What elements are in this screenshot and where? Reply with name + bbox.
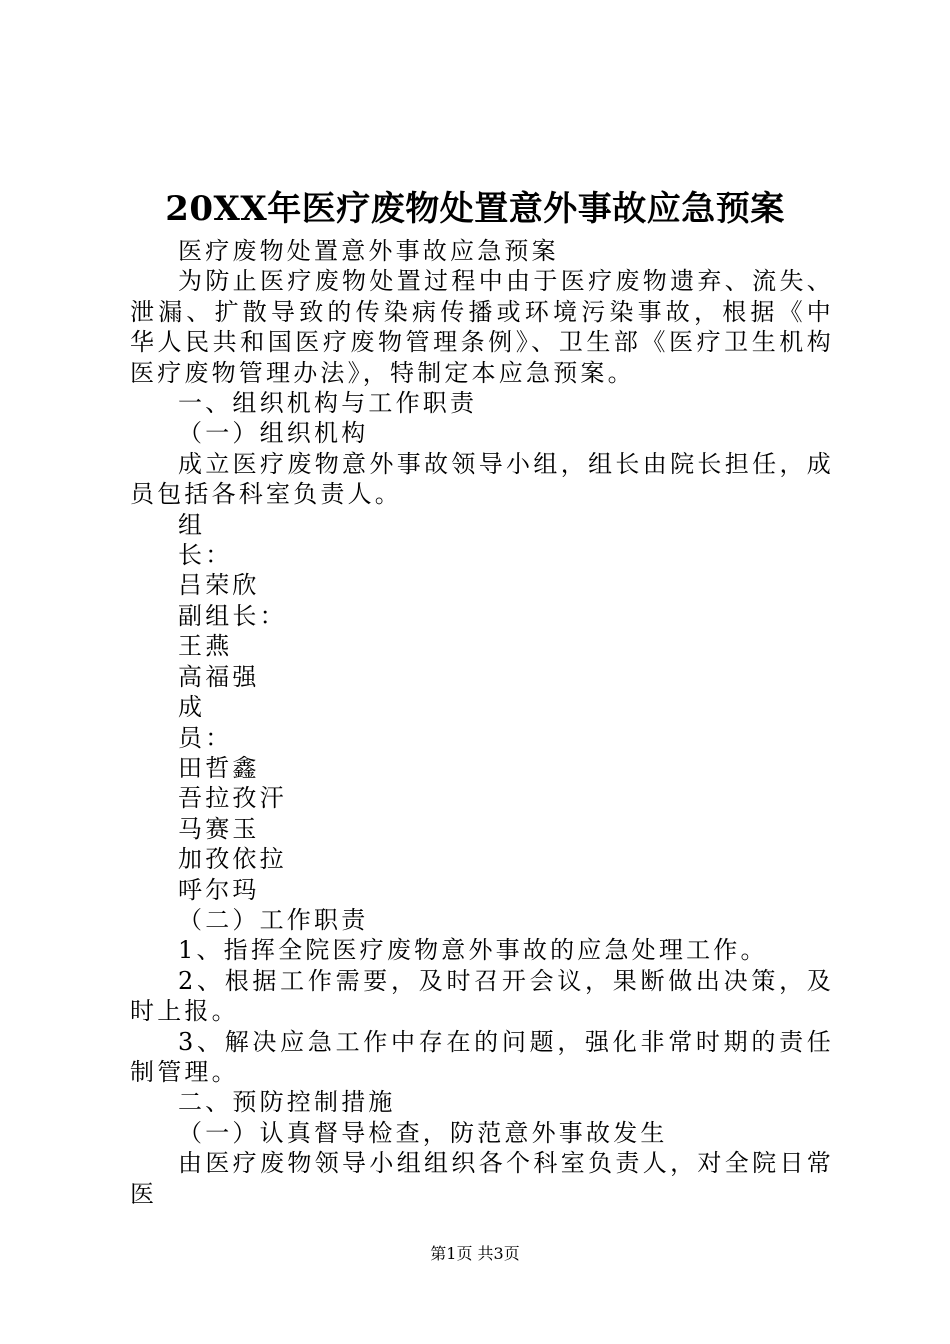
subsection-heading-1-2: （二）工作职责 bbox=[178, 905, 369, 934]
roster-line: 吾拉孜汗 bbox=[178, 784, 287, 813]
subsection-heading-1-1: （一）组织机构 bbox=[178, 419, 369, 448]
paragraph-purpose: 为防止医疗废物处置过程中由于医疗废物遗弃、流失、泄漏、扩散导致的传染病传播或环境污染事故，根据《中华人民共和国医疗废物管理条例》、卫生部《医疗卫生机构医疗废物管理办法》，特制定本应急预案。 bbox=[130, 267, 834, 387]
paragraph-inspection: 由医疗废物领导小组组织各个科室负责人，对全院日常医 bbox=[130, 1149, 834, 1208]
roster-line: 呼尔玛 bbox=[178, 875, 260, 904]
section-heading-1: 一、组织机构与工作职责 bbox=[178, 389, 478, 418]
roster-line: 高福强 bbox=[178, 662, 260, 691]
roster-line: 加孜依拉 bbox=[178, 845, 287, 874]
roster-line: 员： bbox=[178, 723, 233, 752]
duty-item-3: 3、解决应急工作中存在的问题，强化非常时期的责任制管理。 bbox=[130, 1027, 834, 1086]
roster-line: 马赛玉 bbox=[178, 814, 260, 843]
roster-line: 吕荣欣 bbox=[178, 571, 260, 600]
page-footer: 第1页 共3页 bbox=[430, 1244, 520, 1263]
roster-line: 副组长： bbox=[178, 601, 287, 630]
document-title: 20XX年医疗废物处置意外事故应急预案 bbox=[165, 189, 785, 229]
duty-item-1: 1、指挥全院医疗废物意外事故的应急处理工作。 bbox=[178, 936, 768, 965]
subsection-heading-2-1: （一）认真督导检查，防范意外事故发生 bbox=[178, 1118, 668, 1147]
paragraph-team-intro: 成立医疗废物意外事故领导小组，组长由院长担任，成员包括各科室负责人。 bbox=[130, 449, 834, 509]
document-body bbox=[130, 236, 834, 1209]
paragraph-subtitle: 医疗废物处置意外事故应急预案 bbox=[178, 237, 559, 265]
roster-line: 王燕 bbox=[178, 632, 233, 661]
section-heading-2: 二、预防控制措施 bbox=[178, 1088, 396, 1117]
roster-line: 组 bbox=[178, 510, 206, 539]
roster-line: 长： bbox=[178, 541, 233, 570]
duty-item-2: 2、根据工作需要，及时召开会议，果断做出决策，及时上报。 bbox=[130, 966, 834, 1026]
roster-line: 田哲鑫 bbox=[178, 753, 260, 782]
roster-line: 成 bbox=[178, 693, 206, 722]
